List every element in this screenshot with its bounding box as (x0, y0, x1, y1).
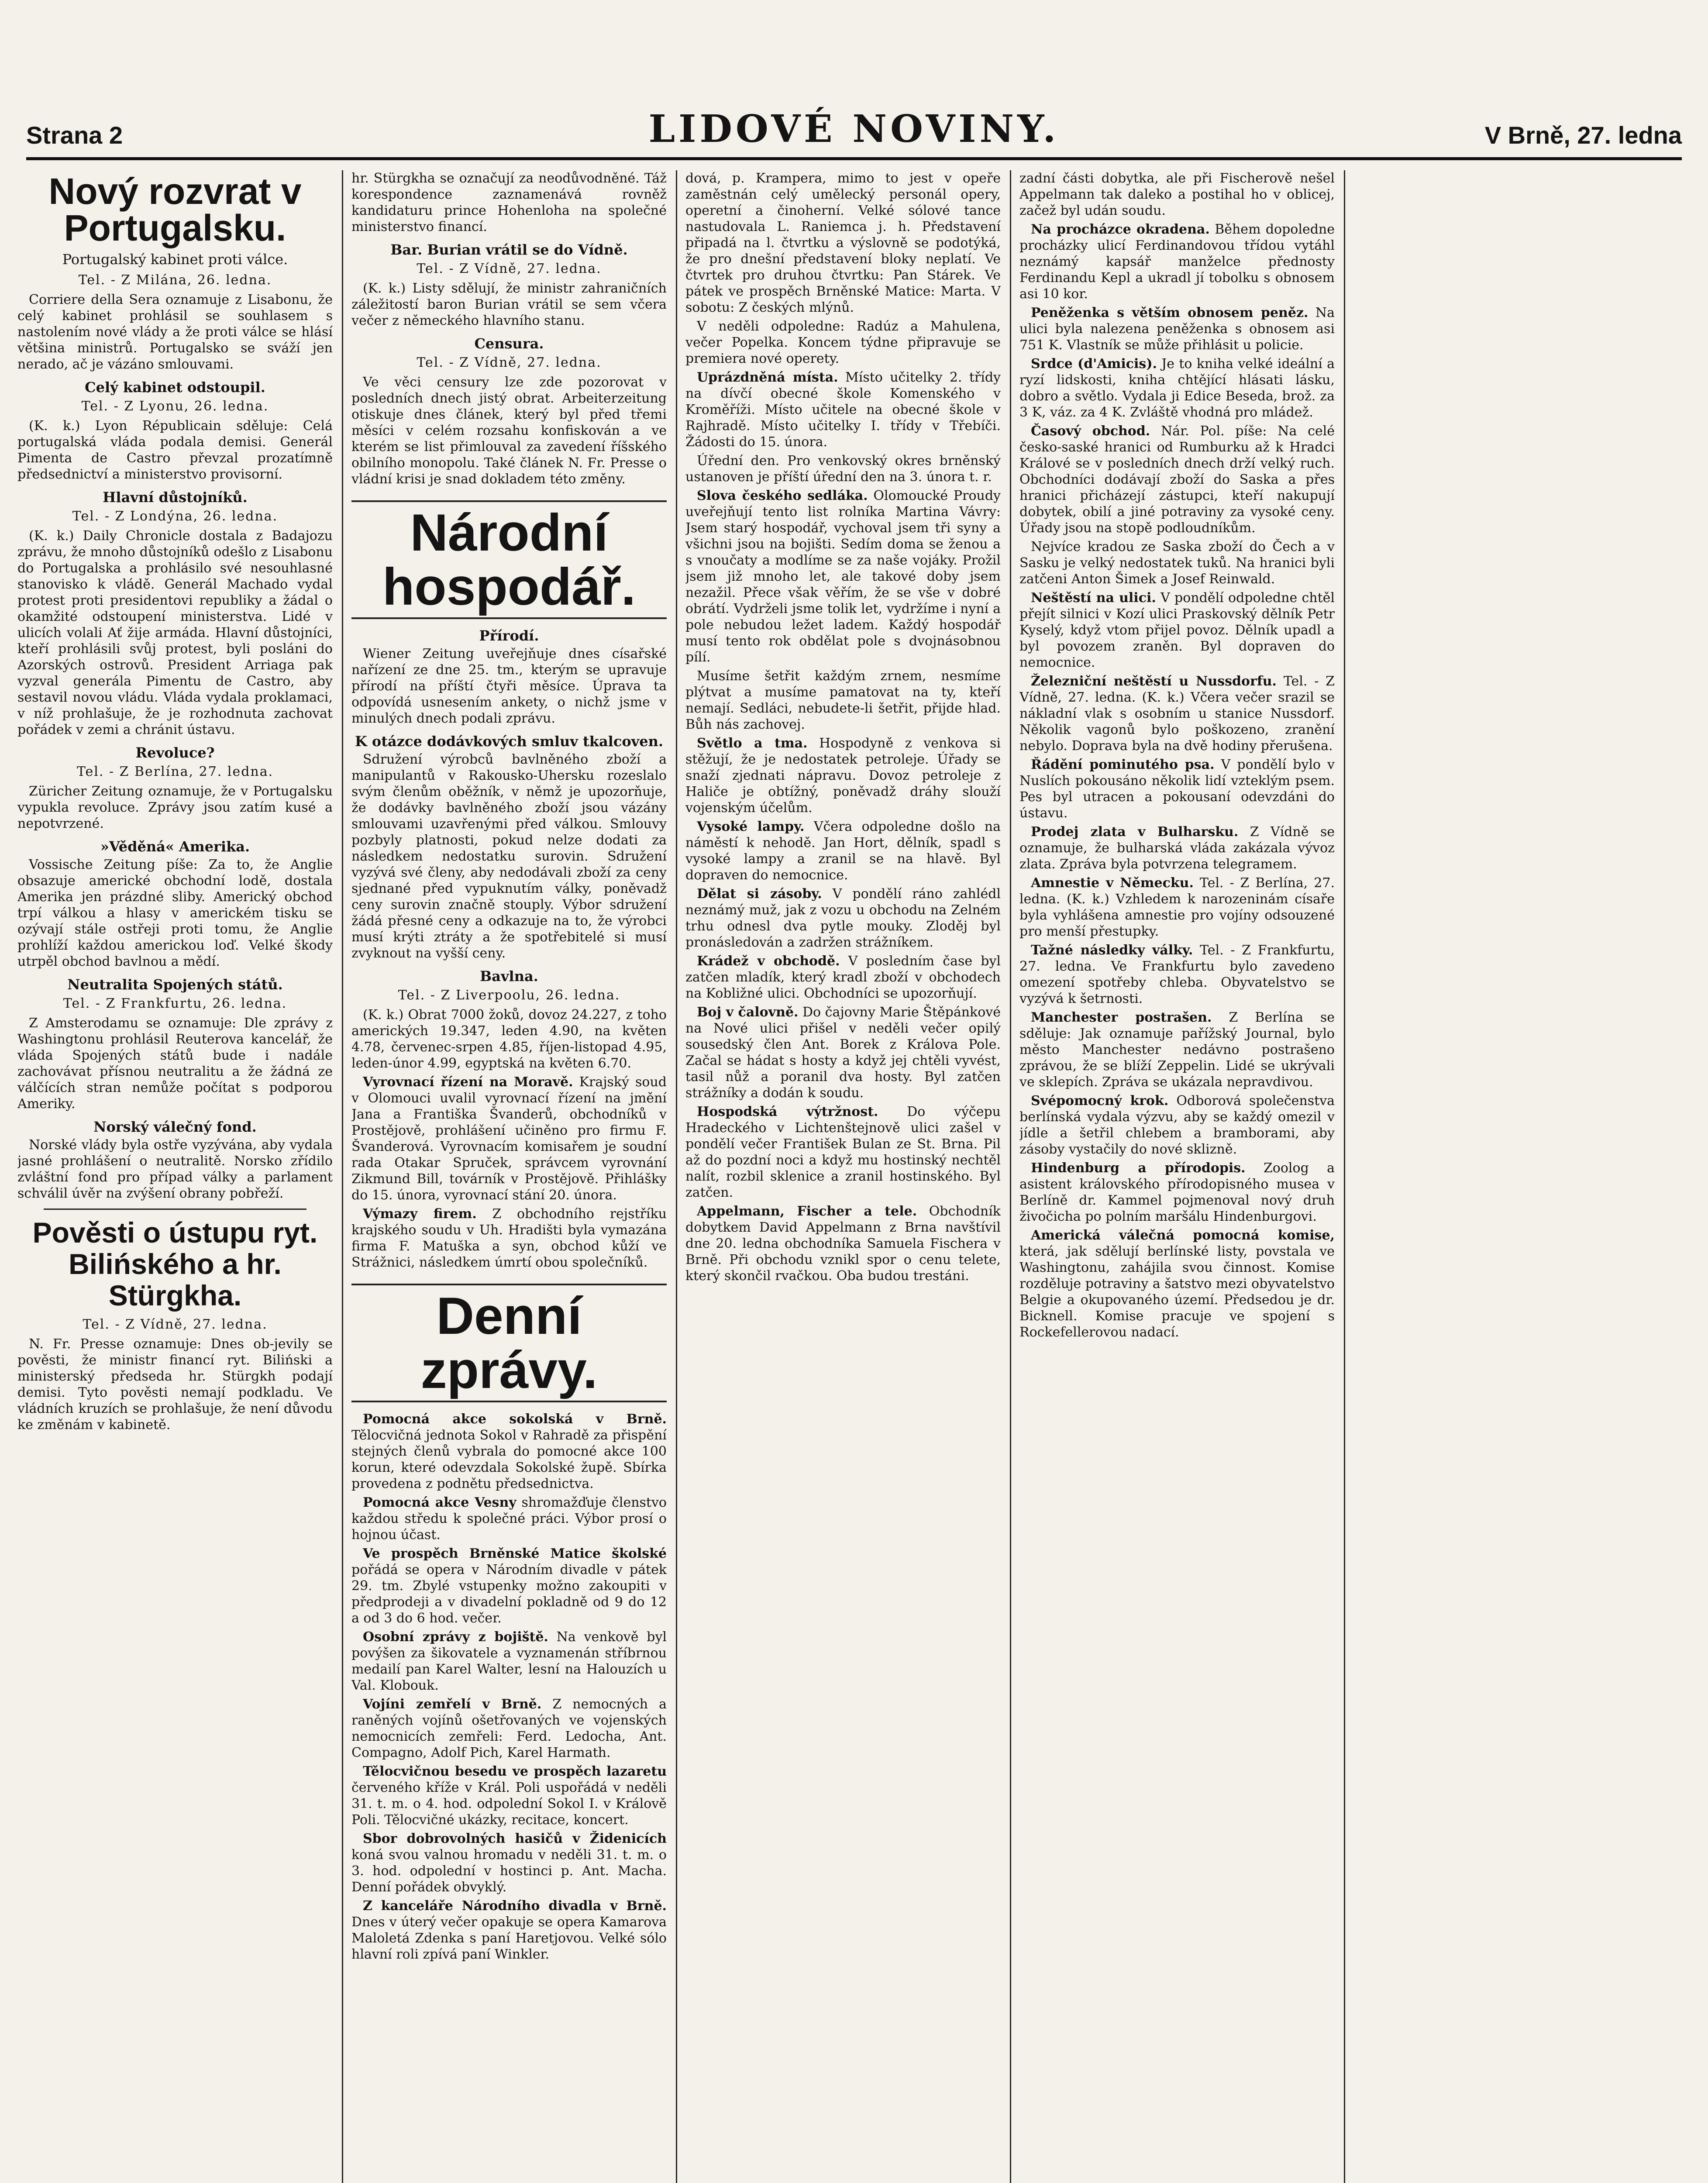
article-paragraph: Obchodník dobytkem David Appelmann z Brna navštívil dne 20. ledna obchodníka Samuela Fischera v Brně. Při obchodu vznikl spor o cenu telete, který skončil rvačkou. Oba budou trestáni. (685, 1204, 1001, 1284)
article-paragraph: V pondělí ráno zahlédl neznámý muž, jak z vozu u obchodu na Zelném trhu odnesl dva pytle mouky. Zloděj byl pronásledován a zadržen strážníkem. (685, 886, 1001, 950)
subheading: »Věděná« Amerika. (100, 838, 250, 855)
run-in-heading: Sbor dobrovolných hasičů v Židenicích (363, 1831, 667, 1846)
run-in-heading: Manchester postrašen. (1031, 1010, 1212, 1025)
dateline: Tel. - Z Vídně, 27. ledna. (417, 355, 602, 370)
column-rule (676, 170, 677, 2183)
article-paragraph: V neděli odpoledne: Radúz a Mahulena, večer Popelka. Koncem týdne připravuje se premiera nové operety. (685, 319, 1001, 366)
run-in-heading: Vysoké lampy. (697, 819, 805, 834)
article-paragraph: Corriere della Sera oznamuje z Lisabonu, že celý kabinet prohlásil se souhlasem s nastolením nové vlády a že proti válce se hlásí většina ministrů. Portugalsko se sváží jen nerado, ač je vázáno smlouvami. (17, 292, 333, 372)
run-in-heading: Z kanceláře Národního divadla v Brně. (363, 1898, 667, 1914)
run-in-heading: Neštěstí na ulici. (1031, 590, 1156, 606)
deck: Portugalský kabinet proti válce. (62, 251, 288, 268)
dateline: Tel. - Z Vídně, 27. ledna. (83, 1317, 268, 1332)
article-paragraph: Dnes v úterý večer opakuje se opera Kamarova Maloletá Zdenka s paní Haretjovou. Velké sólo hlavní roli zpívá paní Winkler. (351, 1914, 667, 1962)
column-4 (1019, 170, 1335, 2183)
article-paragraph: Na ulici byla nalezena peněženka s obnosem asi 751 K. Vlastník se může přihlásit u policie. (1019, 305, 1335, 353)
headline-bilinski: Pověsti o ústupu ryt. Bilińského a hr. Stürgkha. (32, 1216, 318, 1312)
section-heading-daily-news: Denní zprávy. (351, 1284, 667, 1402)
article-paragraph: Do čajovny Marie Štěpánkové na Nové ulici přišel v neděli večer opilý sousedský člen Ant. Borek z Králova Pole. Začal se hádat s hosty a když jej chtěli vyvést, tasil nůž a poranil dva hosty. Byl zatčen strážníky a dodán k soudu. (685, 1005, 1001, 1101)
run-in-heading: Vojíni zemřelí v Brně. (363, 1697, 542, 1712)
article-paragraph: (K. k.) Listy sdělují, že ministr zahraničních záležitostí baron Burian vrátil se sem včera večer z německého hlavního stanu. (351, 281, 667, 328)
article-paragraph: Zoolog a asistent královského přírodopisného musea v Berlíně dr. Kammel pojmenoval nový druh živočicha po polním maršálu Hindenburgovi. (1019, 1160, 1335, 1224)
article-paragraph: Odborová společenstva berlínská vydala výzvu, aby se každý omezil v jídle a šetřil chlebem a bramborami, aby zásoby vystačily do nové sklizně. (1019, 1093, 1335, 1157)
article-paragraph: V posledním čase byl zatčen mladík, který kradl zboží v obchodech na Kobližné ulici. Obchodníci se upozorňují. (685, 954, 1001, 1001)
run-in-heading: Pomocná akce sokolská v Brně. (363, 1412, 667, 1427)
article-paragraph: Olomoucké Proudy uveřejňují tento list rolníka Martina Vávry: Jsem starý hospodář, vychoval jsem tři syny a všichni jsou na bojišti. Sedím doma se ženou a s vnoučaty a modlíme se za naše vojáky. Prožil jsem již mnoho let, ale takové doby jsem nezažil. Přece však věřím, že se vše v dobré obrátí. Vydrželi jsme tolik let, vydržíme i nyní a pole nebudou ležet ladem. Každý hospodář musí tento rok obdělat pole s dvojnásobnou pílí. (685, 488, 1001, 665)
column-1 (17, 170, 333, 2183)
article-paragraph: Z Berlína se sděluje: Jak oznamuje pařížský Journal, bylo město Manchester nedávno postrašeno zprávou, že se blíží Zeppelin. Lidé se ukrývali ve sklepích. Zpráva se ukázala nepravdivou. (1019, 1010, 1335, 1090)
dateline: Tel. - Z Milána, 26. ledna. (78, 272, 272, 288)
run-in-heading: Peněženka s větším obnosem peněz. (1031, 305, 1309, 320)
article-paragraph: Krajský soud v Olomouci uvalil vyrovnací řízení na jmění Jana a Františka Švanderů, obchodníků v Prostějově, prohlášení učiněno pro firmu F. Švanderová. Vyrovnacím komisařem je soudní rada Otakar Spruček, správcem vyrovnání Zikmund Bill, továrník v Prostějově. Přihlášky do 15. února, vyrovnací stání 20. února. (351, 1074, 667, 1203)
article-paragraph: Norské vlády byla ostře vyzývána, aby vydala jasné prohlášení o neutralitě. Norsko zřídilo zvláštní fond pro případ války a parlament schválil úvěr na zvýšení obrany pobřeží. (17, 1137, 333, 1201)
run-in-heading: Pomocná akce Vesny (363, 1495, 517, 1510)
run-in-heading: Řádění pominutého psa. (1031, 757, 1215, 772)
article-paragraph: Tel. - Z Vídně, 27. ledna. (K. k.) Včera večer srazil se nákladní vlak s osobním u stanice Nussdorf. Několik vagonů bylo poškozeno, zranění nebylo. Doprava byla na dvě hodiny přerušena. (1019, 674, 1335, 754)
article-paragraph: Je to kniha velké ideální a ryzí lidskosti, kniha chtějící hlásati lásku, dobro a světlo. Vydala ji Edice Beseda, brož. za 3 K, váz. za 4 K. Zvláště vhodná pro mládež. (1019, 356, 1335, 420)
run-in-heading: Srdce (d'Amicis). (1031, 356, 1157, 372)
article-paragraph: Během dopoledne procházky ulicí Ferdinandovou třídou vytáhl neznámý kapsář manželce přednosty Ferdinandu Kepl a ukradl jí tobolku s obnosem asi 10 kor. (1019, 222, 1335, 302)
column-3 (685, 170, 1001, 2183)
run-in-heading: Tažné následky války. (1031, 943, 1193, 958)
article-paragraph: V pondělí odpoledne chtěl přejít silnici v Kozí ulici Praskovský dělník Petr Kyselý, když vtom přijel povoz. Dělník upadl a byl povozem zraněn. Byl dopraven do nemocnice. (1019, 590, 1335, 670)
run-in-heading: Časový obchod. (1031, 424, 1150, 439)
article-paragraph: Z obchodního rejstříku krajského soudu v Uh. Hradišti byla vymazána firma F. Matuška a syn, obchod kůží ve Strážnici, následkem úmrtí obou společníků. (351, 1206, 667, 1270)
run-in-heading: Dělat si zásoby. (697, 886, 822, 902)
dateline: Tel. - Z Frankfurtu, 26. ledna. (63, 996, 287, 1011)
masthead (26, 100, 1682, 160)
run-in-heading: Uprázdněná místa. (697, 370, 838, 385)
article-paragraph: zadní části dobytka, ale při Fischerově nešel Appelmann tak daleko a postihal ho v oblicej, začež byl udán soudu. (1019, 171, 1335, 218)
subheading: Neutralita Spojených států. (67, 976, 283, 993)
run-in-heading: Krádež v obchodě. (697, 954, 840, 969)
page-label: Strana 2 (26, 121, 123, 149)
subheading: Celý kabinet odstoupil. (85, 379, 265, 396)
dateline: Tel. - Z Londýna, 26. ledna. (72, 509, 278, 524)
column-rule (1010, 170, 1011, 2183)
article-paragraph: Musíme šetřit každým zrnem, nesmíme plýtvat a musíme pamatovat na ty, kteří nemají. Sedláci, nebudete-li šetřit, přijde hlad. Bůh nás zachovej. (685, 668, 1001, 732)
dateline: Tel. - Z Berlína, 27. ledna. (76, 764, 274, 779)
headline-portugal: Nový rozvrat v Portugalsku. (48, 171, 302, 248)
article-paragraph: červeného kříže v Král. Poli uspořádá v neděli 31. t. m. o 4. hod. odpolední Sokol I. v Králově Poli. Tělocvičné ukázky, recitace, koncert. (351, 1780, 667, 1828)
run-in-heading: Železniční neštěstí u Nussdorfu. (1031, 674, 1277, 689)
dateline: Tel. - Z Lyonu, 26. ledna. (81, 399, 269, 414)
section-heading-economy: Národní hospodář. (351, 500, 667, 619)
article-paragraph: Wiener Zeitung uveřejňuje dnes císařské nařízení ze dne 25. tm., kterým se upravuje přírodí na příští čtyři měsíce. Úprava ta odpovídá usnesením ankety, o nichž jsme v minulých dnech podali zprávu. (351, 646, 667, 726)
subheading: Bavlna. (480, 968, 538, 985)
run-in-heading: Výmazy firem. (363, 1206, 477, 1222)
article-paragraph: která, jak sdělují berlínské listy, povstala ve Washingtonu, zahájila svou činnost. Komise rozděluje potraviny a šatstvo mezi obyvatelstvo Belgie a okupovaného území. Předsedou je dr. Bicknell. Komise pracuje ve spojení s Rockefellerovou nadací. (1019, 1244, 1335, 1340)
article-paragraph: Včera odpoledne došlo na náměstí k nehodě. Jan Hort, dělník, spadl s vysoké lampy a zranil se na hlavě. Byl dopraven do nemocnice. (685, 819, 1001, 883)
article-paragraph: Do výčepu Hradeckého v Lichtenštejnově ulici zašel v pondělí večer František Bulan ze St. Brna. Pil až do pozdní noci a když mu hostinský nechtěl nalít, rozbil sklenice a zranil hostinského. Byl zatčen. (685, 1104, 1001, 1200)
run-in-heading: Svépomocný krok. (1031, 1093, 1169, 1109)
run-in-heading: Americká válečná pomocná komise, (1031, 1228, 1335, 1243)
run-in-heading: Světlo a tma. (697, 736, 808, 751)
run-in-heading: Hospodská výtržnost. (697, 1104, 878, 1119)
run-in-heading: Slova českého sedláka. (697, 488, 868, 503)
article-paragraph: pořádá se opera v Národním divadle v pátek 29. tm. Zbylé vstupenky možno zakoupiti v předprodeji a v divadelní pokladně od 9 do 12 a od 3 do 6 hod. večer. (351, 1562, 667, 1626)
article-paragraph: Vossische Zeitung píše: Za to, že Anglie obsazuje americké obchodní lodě, dostala Amerika jen prázdné sliby. Americký obchod trpí válkou a hlasy v americkém tisku se ozývají stále ostřeji proti tomu, že Anglie prohlíží každou americkou loď. Velké škody utrpěl obchod bavlnou a mědí. (17, 857, 333, 969)
article-paragraph: (K. k.) Lyon Républicain sděluje: Celá portugalská vláda podala demisi. Generál Pimenta de Castro převzal prozatímně předsednictví a ministerstvo provisorní. (17, 418, 333, 482)
dateline: Tel. - Z Vídně, 27. ledna. (417, 261, 602, 276)
run-in-heading: Vyrovnací řízení na Moravě. (363, 1074, 573, 1090)
subheading: Bar. Burian vrátil se do Vídně. (390, 241, 628, 258)
run-in-heading: Hindenburg a přírodopis. (1031, 1160, 1246, 1176)
article-paragraph: Z Vídně se oznamuje, že bulharská vláda zakázala vývoz zlata. Zpráva byla potvrzena telegramem. (1019, 824, 1335, 872)
article-paragraph: V pondělí bylo v Nuslích pokousáno několik lidí vzteklým psem. Pes byl utracen a pokousaní odevzdáni do ústavu. (1019, 757, 1335, 821)
article-paragraph: shromažďuje členstvo každou středu k společné práci. Výbor prosí o hojnou účast. (351, 1495, 667, 1543)
subheading: Přírodí. (479, 627, 539, 644)
article-paragraph: Hospodyně z venkova si stěžují, že je nedostatek petroleje. Úřady se snaží zjednati nápravu. Dovoz petroleje z Haliče je obtížný, poněvadž dráhy slouží vojenským účelům. (685, 736, 1001, 816)
subheading: Revoluce? (135, 744, 215, 761)
article-paragraph: Ve věci censury lze zde pozorovat v posledních dnech jistý obrat. Arbeiterzeitung otiskuje dnes článek, který byl před třemi měsíci v celém rozsahu konfiskován a ve kterém se list přimlouval za zavedení říšského obilního monopolu. Také článek N. Fr. Presse o vládní krisi je snad dokladem této změny. (351, 375, 667, 487)
subheading: Norský válečný fond. (93, 1119, 257, 1135)
run-in-heading: Tělocvičnou besedu ve prospěch lazaretu (363, 1764, 667, 1779)
subheading: Hlavní důstojníků. (103, 489, 248, 506)
run-in-heading: Ve prospěch Brněnské Matice školské (363, 1546, 667, 1561)
article-paragraph: Tel. - Z Frankfurtu, 27. ledna. Ve Frankfurtu bylo zavedeno omezení spotřeby chleba. Obyvatelstvo se vyzývá k šetrnosti. (1019, 943, 1335, 1006)
article-paragraph: Na venkově byl povýšen za šikovatele a vyznamenán stříbrnou medailí pan Karel Walter, lesní na Halouzích u Val. Klobouk. (351, 1629, 667, 1693)
issue-date: V Brně, 27. ledna (1484, 121, 1682, 149)
article-paragraph: (K. k.) Daily Chronicle dostala z Badajozu zprávu, že mnoho důstojníků odešlo z Lisabonu do Portugalska a prohlásilo své nesouhlasné stanovisko k vládě. Generál Machado vydal protest proti presidentovi republiky a žádal o okamžité odstoupení ministerstva. Lidé v ulicích volali Ať žije armáda. Hlavní důstojníci, kteří prohlásili svůj protest, byli posláni do Azorských ostrovů. President Arriaga pak vyzval generála Pimentu de Castro, aby sestavil novou vládu. Vláda vydala proklamaci, v níž prohlašuje, že je rozhodnuta zachovat pořádek v zemi a chránit ústavu. (17, 528, 333, 737)
run-in-heading: Amnestie v Německu. (1031, 875, 1194, 891)
article-paragraph: hr. Stürgkha se označují za neodůvodněné. Táž korespondence zaznamenává rovněž kandidaturu prince Hohenloha na společné ministerstvo financí. (351, 171, 667, 234)
column-2 (351, 170, 667, 2183)
article-paragraph: koná svou valnou hromadu v neděli 31. t. m. o 3. hod. odpolední v hostinci p. Ant. Macha. Denní pořádek obvyklý. (351, 1847, 667, 1895)
article-paragraph: Tělocvičná jednota Sokol v Rahradě za přispění stejných členů vybrala do pomocné akce 100 korun, které odevzdala Sokolské župě. Sbírka provedena z podnětu předsednictva. (351, 1428, 667, 1491)
article-paragraph: Nár. Pol. píše: Na celé česko-saské hranici od Rumburku až k Hradci Králové se v posledních dnech drží velký ruch. Obchodníci dodávají zboží do Saska a přes hranici přicházejí zástupci, kteří nakupují dobytek, obilí a jiné potraviny za vysoké ceny. Úřady jsou na stopě podloudníkům. (1019, 424, 1335, 536)
article-paragraph: Nejvíce kradou ze Saska zboží do Čech a v Sasku je velký nedostatek tuků. Na hranici byli zatčeni Anton Šimek a Josef Reinwald. (1019, 539, 1335, 587)
newspaper-title: LIDOVÉ NOVINY. (648, 107, 1060, 151)
article-paragraph: Místo učitelky 2. třídy na dívčí obecné škole Komenského v Kroměříži. Místo učitele na obecné škole v Rajhradě. Místo učitelky I. třídy v Třebíči. Žádosti do 15. února. (685, 370, 1001, 450)
article-paragraph: Úřední den. Pro venkovský okres brněnský ustanoven je příští úřední den na 3. února t. r. (685, 453, 1001, 485)
subheading: K otázce dodávkových smluv tkalcoven. (355, 733, 664, 750)
run-in-heading: Appelmann, Fischer a tele. (697, 1204, 917, 1219)
article-paragraph: Sdružení výrobců bavlněného zboží a manipulantů v Rakousko-Uhersku rozeslalo svým členům oběžník, v němž je upozorňuje, že dodávky bavlněného zboží jsou vázány smlouvami uzavřenými před válkou. Smlouvy pozbyly platnosti, pokud nelze dodati za následkem nedostatku surovin. Sdružení vyzývá své členy, aby nedodávali zboží za ceny sjednané před vypuknutím války, poněvadž ceny surovin značně stouply. Výbor sdružení žádá přesné ceny a odkazuje na to, že výrobci musí krýti ztráty a že spotřebitelé si musí zvyknout na vyšší ceny. (351, 752, 667, 961)
run-in-heading: Prodej zlata v Bulharsku. (1031, 824, 1239, 840)
article-paragraph: Tel. - Z Berlína, 27. ledna. (K. k.) Vzhledem k narozeninám císaře byla vyhlášena amnestie pro vojíny odsouzené pro menší přestupky. (1019, 875, 1335, 939)
column-rule (342, 170, 343, 2183)
article-paragraph: N. Fr. Presse oznamuje: Dnes ob-jevily se pověsti, že ministr financí ryt. Biliński a ministerský předseda hr. Stürgkh podají demisi. Tyto pověsti nemají podkladu. Ve vládních kruzích se prohlašuje, že není důvodu ke změnám v kabinetě. (17, 1336, 333, 1432)
run-in-heading: Na procházce okradena. (1031, 222, 1210, 237)
run-in-heading: Osobní zprávy z bojiště. (363, 1629, 548, 1645)
article-paragraph: Z nemocných a raněných vojínů ošetřovaných ve vojenských nemocnicích zemřeli: Ferd. Ledocha, Ant. Compagno, Adolf Pich, Karel Harmath. (351, 1697, 667, 1760)
divider (44, 1209, 306, 1210)
article-paragraph: dová, p. Krampera, mimo to jest v opeře zaměstnán celý umělecký personál opery, operetní a činoherní. Velké sólové tance nastudovala L. Raniemca j. h. Představení připadá na l. čtvrtku a výslovně se podotýká, že pro dnešní představení bloky neplatí. Ve čtvrtek pro druhou čtvrtku: Pan Stárek. Ve pátek ve prospěch Brněnské Matice: Marta. V sobotu: Z českých mlýnů. (685, 171, 1001, 315)
article-paragraph: Z Amsterodamu se oznamuje: Dle zprávy z Washingtonu prohlásil Reuterova kancelář, že vláda Spojených států bude i nadále zachovávat přísnou neutralitu a že žádná ze válčících stran nemůže počítat s podporou Ameriky. (17, 1016, 333, 1112)
article-paragraph: Züricher Zeitung oznamuje, že v Portugalsku vypukla revoluce. Zprávy jsou zatím kusé a nepotvrzené. (17, 784, 333, 831)
article-paragraph: (K. k.) Obrat 7000 žoků, dovoz 24.227, z toho amerických 19.347, leden 4.90, na květen 4.78, červenec-srpen 4.85, říjen-listopad 4.95, leden-únor 4.99, egyptská na květen 6.70. (351, 1007, 667, 1071)
subheading: Censura. (474, 335, 544, 352)
run-in-heading: Boj v čalovně. (697, 1005, 799, 1020)
column-rule (1344, 170, 1345, 2183)
dateline: Tel. - Z Liverpoolu, 26. ledna. (398, 988, 620, 1003)
